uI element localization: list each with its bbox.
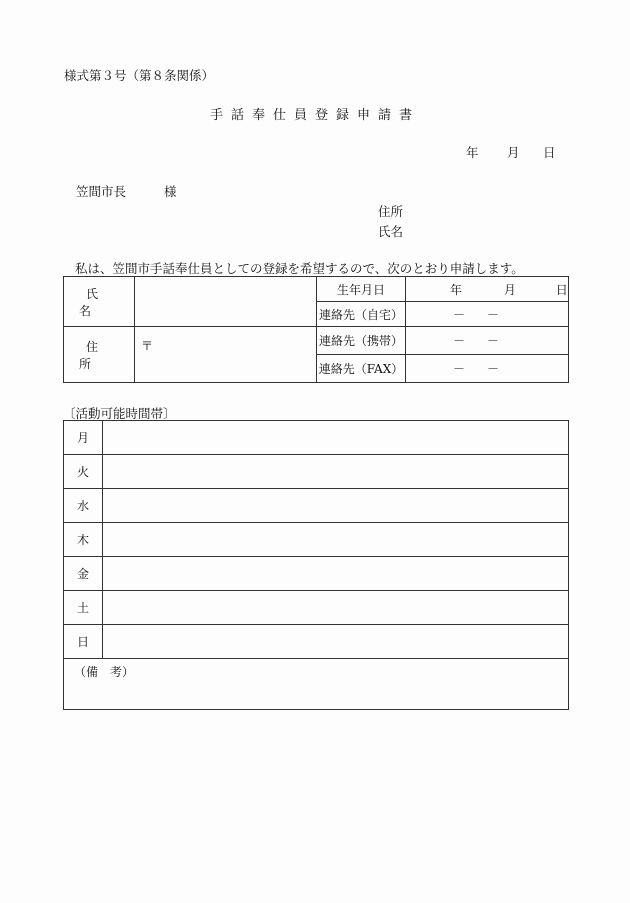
- applicant-name-label: 氏名: [378, 224, 404, 239]
- time-input-cell[interactable]: [103, 489, 569, 523]
- notes-label: （備 考）: [74, 665, 135, 679]
- document-title: 手話奉仕員登録申請書: [209, 108, 420, 123]
- schedule-row: [64, 489, 569, 523]
- schedule-table: [63, 420, 569, 710]
- day-label: 月: [64, 421, 103, 455]
- intro-statement: 私は、笠間市手話奉仕員としての登録を希望するので、次のとおり申請します。: [75, 261, 524, 276]
- time-input-cell[interactable]: [103, 591, 569, 625]
- schedule-row: [64, 625, 569, 659]
- postal-mark: 〒: [141, 339, 154, 353]
- applicant-info-table: [63, 276, 569, 383]
- contact-home-label: 連絡先（自宅）: [317, 302, 406, 327]
- name-input-cell[interactable]: [135, 277, 317, 327]
- schedule-row: [64, 591, 569, 625]
- addressee-honorific: 様: [164, 184, 177, 199]
- name-label: 氏名: [78, 286, 126, 318]
- day-label: 木: [64, 523, 103, 557]
- contact-home-input[interactable]: －－: [406, 302, 569, 327]
- schedule-row: [64, 455, 569, 489]
- date-month-label: 月: [507, 145, 520, 160]
- dob-label: 生年月日: [317, 277, 406, 302]
- contact-mobile-input[interactable]: －－: [406, 327, 569, 355]
- schedule-row: [64, 523, 569, 557]
- time-input-cell[interactable]: [103, 557, 569, 591]
- contact-fax-label: 連絡先（FAX）: [317, 355, 406, 383]
- notes-cell[interactable]: [64, 659, 569, 710]
- time-input-cell[interactable]: [103, 625, 569, 659]
- schedule-row: [64, 557, 569, 591]
- time-input-cell[interactable]: [103, 455, 569, 489]
- day-label: 火: [64, 455, 103, 489]
- name-label-cell: [64, 277, 135, 327]
- contact-mobile-label: 連絡先（携帯）: [317, 327, 406, 355]
- schedule-title: 〔活動可能時間帯〕: [63, 406, 176, 421]
- form-number: 様式第３号（第８条関係）: [64, 68, 215, 83]
- addressee-name: 笠間市長: [76, 184, 127, 199]
- dob-day-label: 日: [555, 282, 568, 297]
- dob-input-cell[interactable]: [406, 277, 569, 302]
- dob-year-label: 年: [450, 282, 463, 297]
- day-label: 水: [64, 489, 103, 523]
- day-label: 土: [64, 591, 103, 625]
- date-year-label: 年: [466, 145, 479, 160]
- date-day-label: 日: [543, 145, 556, 160]
- day-label: 日: [64, 625, 103, 659]
- notes-row: [64, 659, 569, 710]
- schedule-row: [64, 421, 569, 455]
- dob-month-label: 月: [503, 282, 516, 297]
- applicant-address-label: 住所: [378, 204, 404, 219]
- address-label-cell: [64, 327, 135, 383]
- address-input-cell[interactable]: [135, 327, 317, 383]
- time-input-cell[interactable]: [103, 523, 569, 557]
- day-label: 金: [64, 557, 103, 591]
- time-input-cell[interactable]: [103, 421, 569, 455]
- address-label: 住所: [78, 339, 126, 371]
- contact-fax-input[interactable]: －－: [406, 355, 569, 383]
